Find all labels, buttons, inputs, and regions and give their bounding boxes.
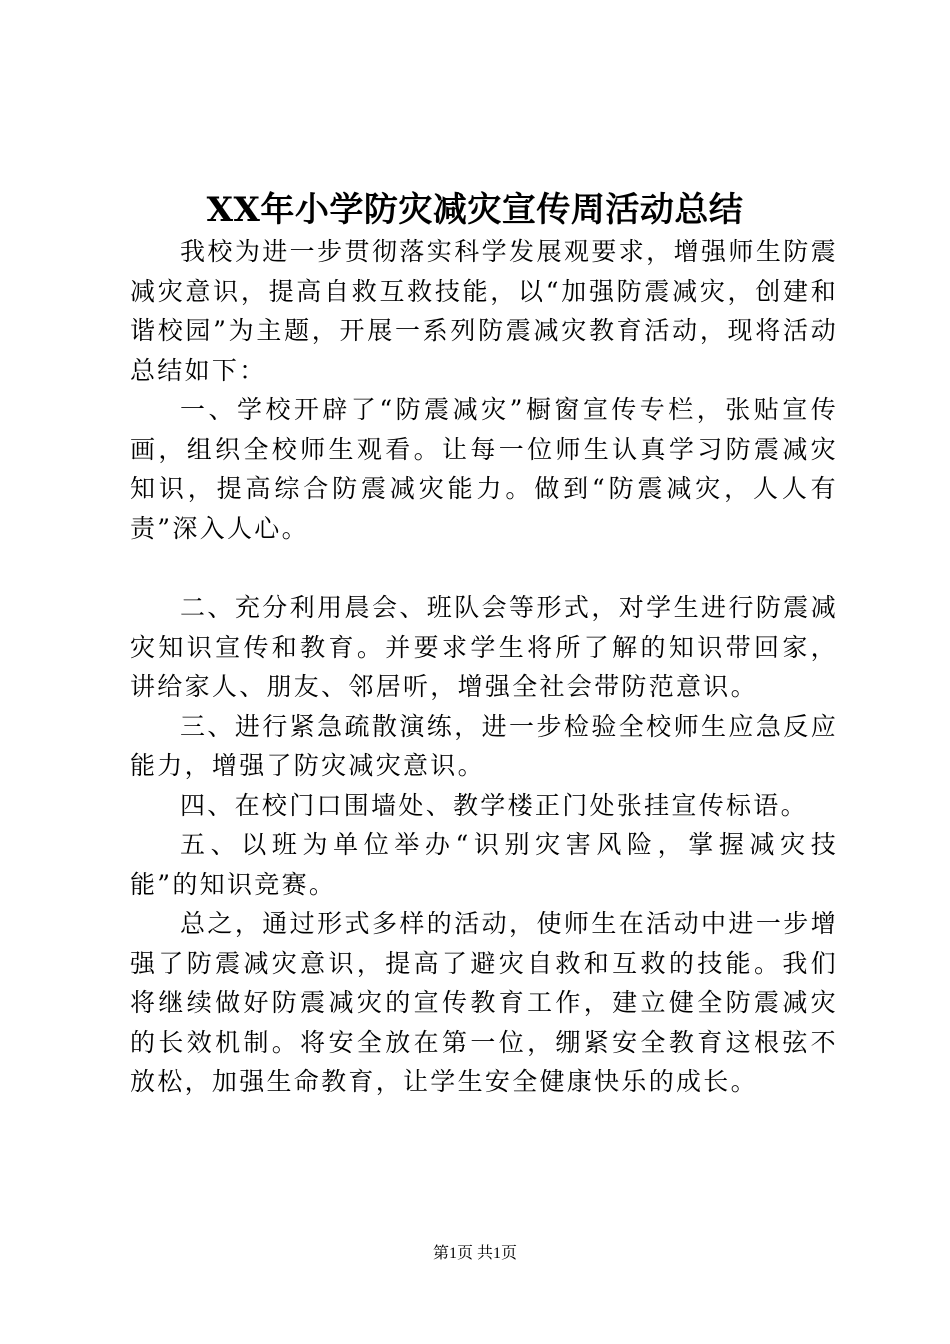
page-number-footer: 第1页 共1页	[432, 1245, 517, 1262]
item-paragraph-5: 五、以班为单位举办“识别灾害风险，掌握减灾技能”的知识竞赛。	[130, 830, 838, 899]
intro-paragraph: 我校为进一步贯彻落实科学发展观要求，增强师生防震减灾意识，提高自救互救技能，以“加强防震减灾，创建和谐校园”为主题，开展一系列防震减灾教育活动，现将活动总结如下：	[130, 237, 838, 385]
document-body	[130, 232, 838, 1102]
item-paragraph-2: 二、充分利用晨会、班队会等形式，对学生进行防震减灾知识宣传和教育。并要求学生将所了解的知识带回家，讲给家人、朋友、邻居听，增强全社会带防范意识。	[130, 593, 838, 701]
conclusion-paragraph: 总之，通过形式多样的活动，使师生在活动中进一步增强了防震减灾意识，提高了避灾自救和互救的技能。我们将继续做好防震减灾的宣传教育工作，建立健全防震减灾的长效机制。将安全放在第一位，绷紧安全教育这根弦不放松，加强生命教育，让学生安全健康快乐的成长。	[130, 909, 838, 1096]
item-paragraph-3: 三、进行紧急疏散演练，进一步检验全校师生应急反应能力，增强了防灾减灾意识。	[130, 711, 838, 780]
document-title: XX年小学防灾减灾宣传周活动总结	[206, 190, 744, 230]
item-paragraph-4: 四、在校门口围墙处、教学楼正门处张挂宣传标语。	[180, 790, 808, 820]
item-paragraph-1: 一、学校开辟了“防震减灾”橱窗宣传专栏，张贴宣传画，组织全校师生观看。让每一位师生认真学习防震减灾知识，提高综合防震减灾能力。做到“防震减灾，人人有责”深入人心。	[130, 395, 838, 543]
